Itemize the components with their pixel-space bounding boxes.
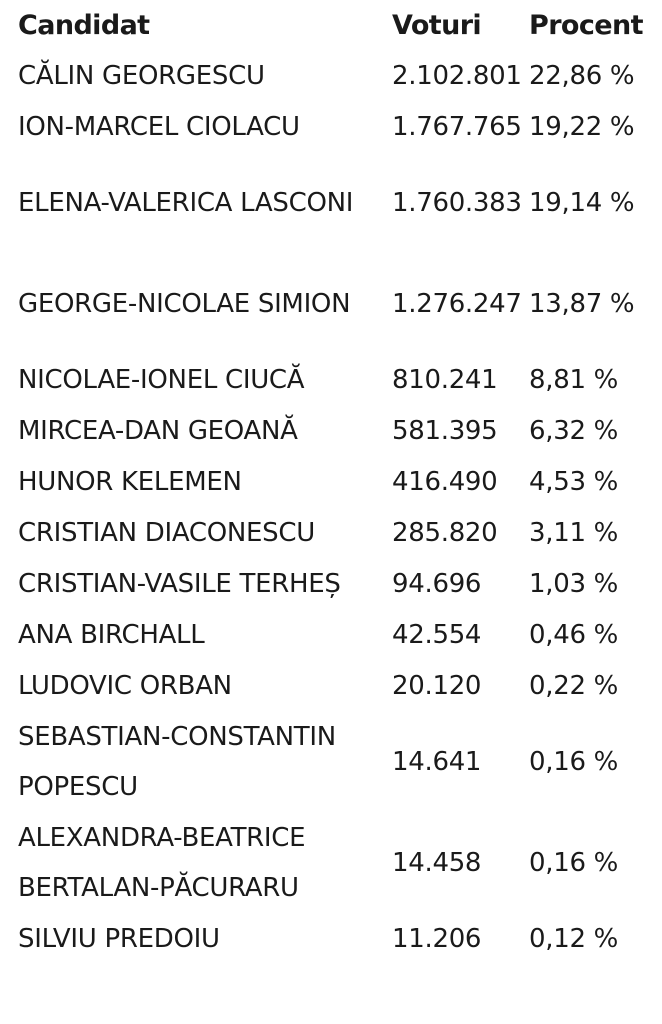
vote-count: 1.767.765	[392, 111, 522, 142]
table-row	[18, 50, 658, 101]
table-row	[18, 101, 658, 152]
candidate-name: ELENA-VALERICA LASCONI	[18, 187, 354, 218]
candidate-name: ION-MARCEL CIOLACU	[18, 111, 300, 142]
table-row	[18, 507, 658, 558]
header-candidate: Candidat	[18, 9, 150, 41]
candidate-name: CRISTIAN-VASILE TERHEȘ	[18, 568, 341, 599]
table-row	[18, 812, 658, 913]
vote-percent: 8,81 %	[529, 364, 619, 395]
header-percent: Procent	[529, 9, 643, 41]
candidate-name: CRISTIAN DIACONESCU	[18, 517, 315, 548]
vote-percent: 13,87 %	[529, 288, 635, 319]
table-row	[18, 152, 658, 253]
vote-percent: 0,12 %	[529, 923, 619, 954]
header-row	[18, 0, 658, 50]
candidate-name: ALEXANDRA-BEATRICE BERTALAN-PĂCURARU	[18, 822, 306, 903]
vote-count: 285.820	[392, 517, 498, 548]
candidate-name: CĂLIN GEORGESCU	[18, 60, 265, 91]
table-row	[18, 711, 658, 812]
candidate-name: ANA BIRCHALL	[18, 619, 205, 650]
vote-percent: 0,16 %	[529, 746, 619, 777]
table-row	[18, 405, 658, 456]
table-row	[18, 660, 658, 711]
candidate-name: SILVIU PREDOIU	[18, 923, 220, 954]
vote-count: 11.206	[392, 923, 482, 954]
vote-count: 810.241	[392, 364, 498, 395]
vote-percent: 19,14 %	[529, 187, 635, 218]
vote-percent: 3,11 %	[529, 517, 619, 548]
vote-percent: 0,46 %	[529, 619, 619, 650]
vote-count: 416.490	[392, 466, 498, 497]
vote-count: 42.554	[392, 619, 482, 650]
vote-count: 20.120	[392, 670, 482, 701]
header-votes: Voturi	[392, 9, 482, 41]
vote-percent: 19,22 %	[529, 111, 635, 142]
vote-count: 581.395	[392, 415, 498, 446]
table-row	[18, 609, 658, 660]
vote-count: 2.102.801	[392, 60, 522, 91]
table-row	[18, 558, 658, 609]
candidate-name: LUDOVIC ORBAN	[18, 670, 232, 701]
candidate-name: HUNOR KELEMEN	[18, 466, 242, 497]
results-table	[18, 0, 658, 964]
vote-percent: 1,03 %	[529, 568, 619, 599]
vote-percent: 22,86 %	[529, 60, 635, 91]
table-row	[18, 456, 658, 507]
table-row	[18, 354, 658, 405]
vote-count: 14.641	[392, 746, 482, 777]
candidate-name: NICOLAE-IONEL CIUCĂ	[18, 364, 305, 395]
candidate-name: SEBASTIAN-CONSTANTIN POPESCU	[18, 721, 336, 802]
vote-percent: 0,16 %	[529, 847, 619, 878]
candidate-name: MIRCEA-DAN GEOANĂ	[18, 415, 298, 446]
vote-percent: 6,32 %	[529, 415, 619, 446]
vote-count: 94.696	[392, 568, 482, 599]
vote-count: 1.276.247	[392, 288, 522, 319]
vote-percent: 4,53 %	[529, 466, 619, 497]
table-row	[18, 913, 658, 964]
vote-count: 14.458	[392, 847, 482, 878]
table-row	[18, 253, 658, 354]
vote-count: 1.760.383	[392, 187, 522, 218]
candidate-name: GEORGE-NICOLAE SIMION	[18, 288, 351, 319]
vote-percent: 0,22 %	[529, 670, 619, 701]
